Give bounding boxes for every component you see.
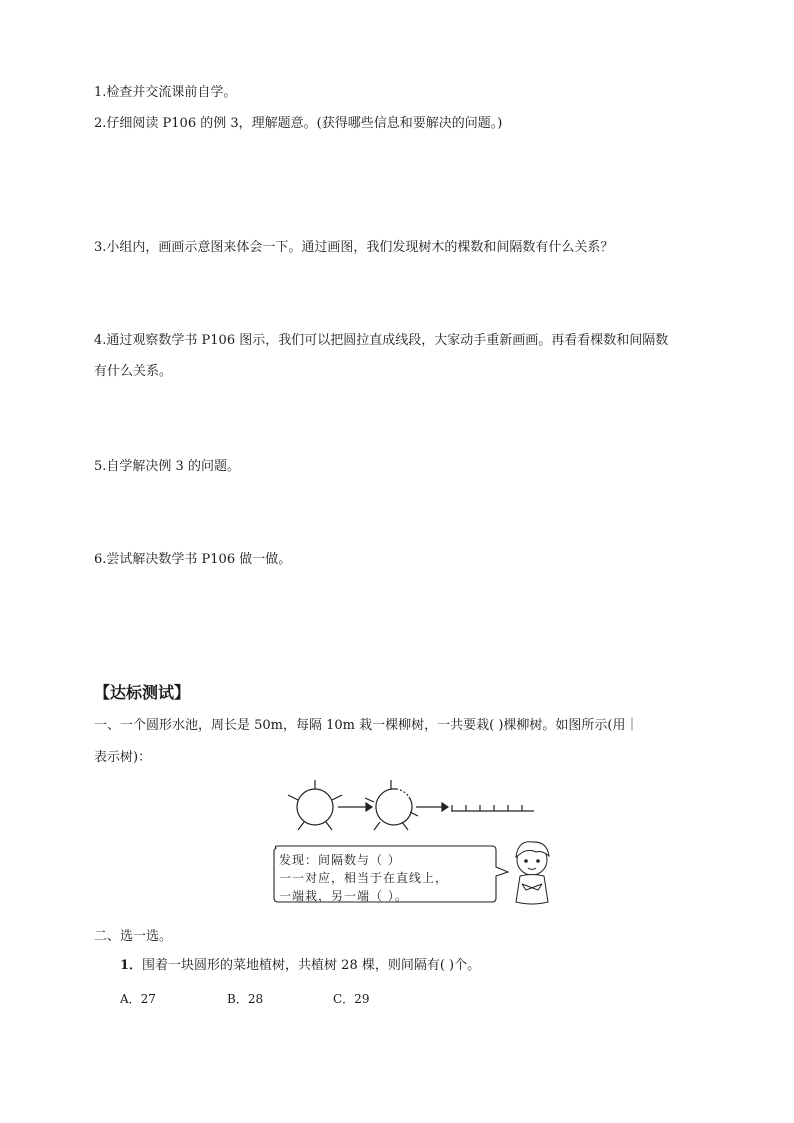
question-2: 二、选一选。	[94, 929, 173, 944]
option-c: C．29	[333, 992, 370, 1006]
straight-line-with-trees-icon	[451, 805, 534, 811]
step-2: 2.仔细阅读 P106 的例 3，理解题意。(获得哪些信息和要解决的问题。)	[94, 116, 503, 131]
bubble-line-1: 发现：间隔数与（ ）	[279, 853, 401, 867]
cut-circle-icon	[365, 780, 418, 830]
option-a: A．27	[120, 992, 156, 1006]
step-4-line-1: 4.通过观察数学书 P106 图示，我们可以把圆拉直成线段，大家动手重新画画。再看看棵数和间隔数	[94, 333, 669, 348]
arrow-icon	[416, 803, 448, 811]
arrow-icon	[338, 803, 372, 811]
child-avatar-icon	[516, 842, 549, 904]
item-number: 1．	[120, 958, 143, 973]
bubble-line-2: 一一对应，相当于在直线上，	[279, 871, 449, 885]
step-3: 3.小组内，画画示意图来体会一下。通过画图，我们发现树木的棵数和间隔数有什么关系？	[94, 240, 614, 255]
step-4-line-2: 有什么关系。	[94, 364, 173, 379]
section-heading: 【达标测试】	[94, 683, 191, 702]
step-5: 5.自学解决例 3 的问题。	[94, 459, 240, 474]
circle-with-trees-icon	[288, 780, 342, 830]
question-1-line-1: 一、一个圆形水池，周长是 50m，每隔 10m 栽一棵柳树，一共要栽( )棵柳树。如图所示(用｜	[94, 718, 639, 733]
step-6: 6.尝试解决数学书 P106 做一做。	[94, 552, 292, 567]
step-1: 1.检查并交流课前自学。	[94, 85, 237, 100]
item-text: 围着一块圆形的菜地植树，共植树 28 棵，则间隔有( )个。	[142, 958, 481, 973]
option-b: B．28	[227, 992, 264, 1006]
question-1-line-2: 表示树)：	[94, 750, 152, 765]
question-2-item-1	[120, 958, 480, 974]
bubble-line-3: 一端栽，另一端（ ）。	[279, 889, 408, 903]
